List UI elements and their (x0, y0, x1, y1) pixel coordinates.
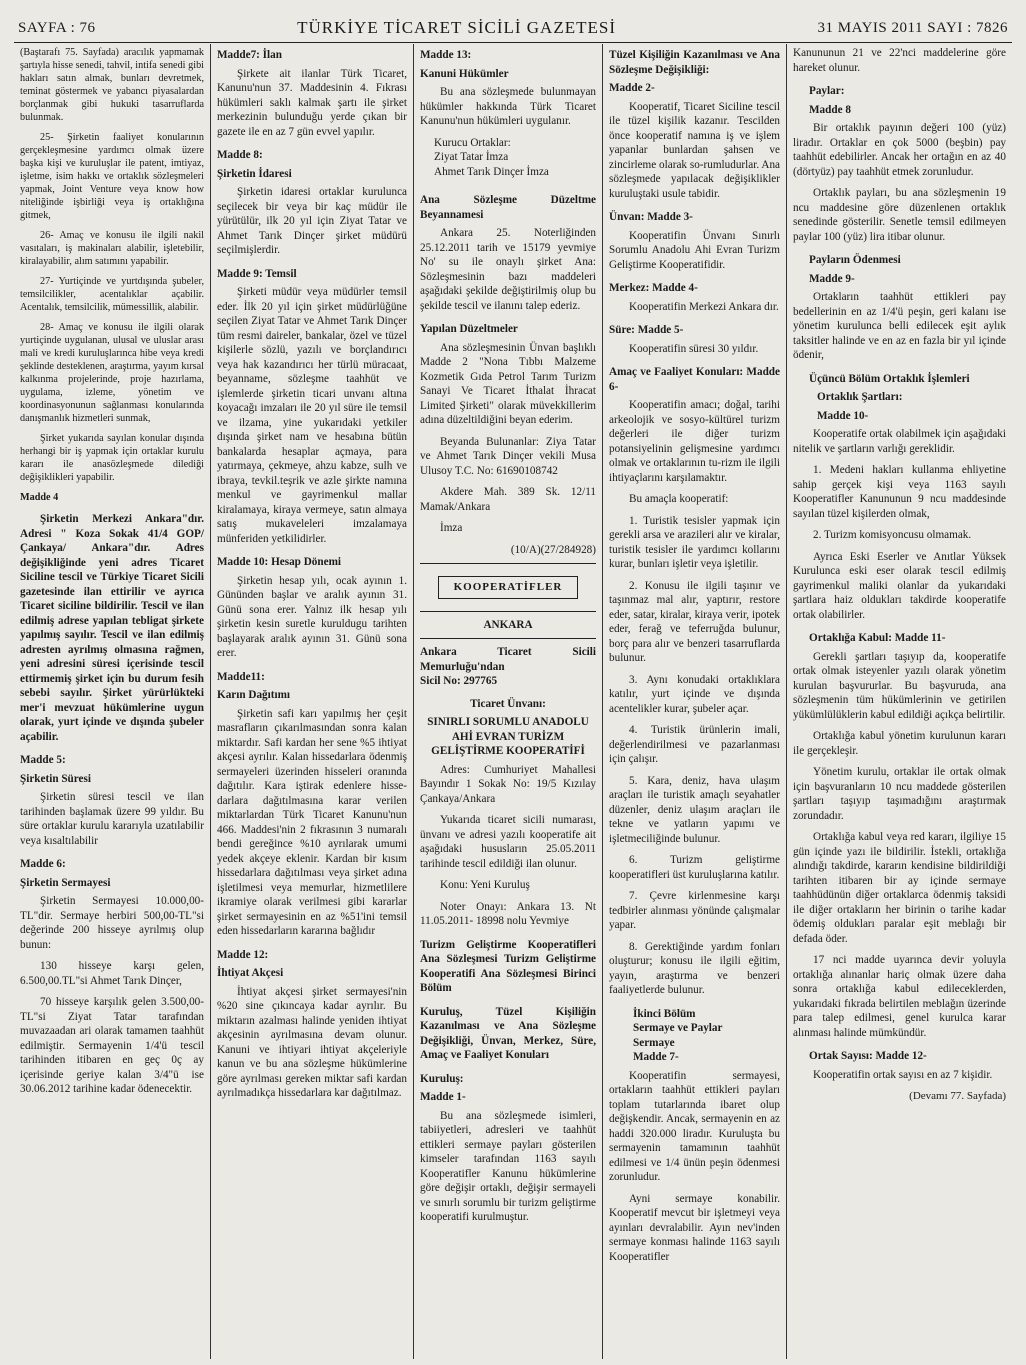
article-subheading: İhtiyat Akçesi (217, 967, 284, 979)
paragraph: Kooperatifin süresi 30 yıldır. (629, 342, 759, 355)
article-heading: Madde11: (217, 670, 265, 683)
article-heading: Tüzel Kişiliğin Kazanılması ve Ana Sözleşme Değişikliği: (609, 49, 780, 76)
article-heading: Paylar: (809, 85, 845, 97)
founders-label: Kurucu Ortaklar: (434, 136, 511, 149)
founder-signature: Ahmet Tarık Dinçer İmza (434, 165, 549, 178)
article-heading: Madde 6: (20, 858, 66, 870)
gazette-title: TÜRKİYE TİCARET SİCİLİ GAZETESİ (297, 18, 616, 37)
paragraph: Şirketi müdür veya müdürler temsil eder. İlk 20 yıl için şirket müdürlüğüne seçilen Ziyat Tatar ve Ahmet Tarık Dinçer tüm resmi daireler, bankalar, özel ve tüzel kişilerle sözlü, yazılı ve borçlandırıcı veya hak kazandırıcı her türlü müracaat, beyanname, sözleşme taahhüt ve işlemlerde şirketin ticari unvanı altına koyacağı imzaları ile 20 yıl süre ile temsil ve ilzama, yine yukarıdaki yetkiler dışında şirket nam ve hesabına bütün bankalarda hesaplar açmaya, para yatırmaya, çekmeye, ahzu kabze, sulh ve ibraya, tevkil.teşrik ve azle şirkte namına menkul ve gayrimenkul mallar kiralamaya, kiraya vermeye, satın almaya satış mukaveleleri imzalamaya münferiden yetkilidirler. (217, 286, 407, 545)
paragraph: Ayni sermaye konabilir. Kooperatif mevcut bir işletmeyi veya ayınları devralabilir. Ayın nev'inden sermaye konması halinde 1163 sayılı Kooperatifler (609, 1192, 780, 1263)
section-heading: Yapılan Düzeltmeler (420, 323, 518, 335)
masthead (18, 14, 1008, 42)
paragraph: (Baştarafı 75. Sayfada) aracılık yapmamak şartıyla hisse senedi, tahvil, intifa senedi gibi hakları satın almak, bunları devretmek, teminat göstermek ve yabancı piyasalardan borçlanmak gibi hukuki tasarruflarda bulunmak. (20, 47, 204, 123)
paragraph: 17 nci madde uyarınca devir yoluyla ortaklığa alınanlar hariç olmak üzere daha sonra ortaklığa kabul edileceklerden, yukarıdaki fıkrada belirtilen meblağın üzerinde para talep edilmesi, genel kurulca karar alınması halinde mümkündür. (793, 954, 1006, 1039)
article-heading: Payların Ödenmesi (809, 254, 901, 266)
paragraph: Adres: Cumhuriyet Mahallesi Bayındır 1 Sokak No: 19/5 Kızılay Çankaya/Ankara (420, 763, 596, 805)
paragraph: 70 hisseye karşılık gelen 3.500,00-TL"si Ziyat Tatar tarafından muvazaadan ari olarak tamamen taahhüt edilmiştir. Sermayenin 1/4'ü tescil tarihinden itibaren en geç 0ç ay içerisinde geriye kalan 3/4"ü ise 30.06.2012 tarihine kadar ödenecektir. (20, 996, 204, 1095)
paragraph: 28- Amaç ve konusu ile ilgili olarak yurtiçinde uygulanan, ulusal ve uluslar arası mali ve kredi kuruluşlarınca hibe veya kredi şeklinde desteklenen, araştırma, yayım kırsal kalkınma projelerinde, proje hazırlama, uygulama, izleme, yönetim ve koordinasyonunun sağlanması konularında danışmanlık hizmetleri sunmak, (20, 322, 204, 424)
paragraph: Noter Onayı: Ankara 13. Nt 11.05.2011- 18998 nolu Yevmiye (420, 900, 596, 927)
paragraph: 26- Amaç ve konusu ile ilgili nakil vasıtaları, iş makinaları alabilir, işletebilir, kiralayabilir, alım satımını yapabilir. (20, 230, 204, 267)
article-heading: Madde 12: (217, 948, 269, 961)
article-heading: Ortak Sayısı: Madde 12- (809, 1050, 927, 1062)
founders-list (420, 136, 596, 180)
divider (420, 611, 596, 612)
article-heading: Madde 10: Hesap Dönemi (217, 556, 341, 568)
chapter-subheading: Sermaye (633, 1036, 675, 1049)
paragraph: Gerekli şartları taşıyıp da, kooperatife ortak olmak isteyenler yazılı olarak yönetim kurulan başvururlar. Bu başvuruda, ana sözleşmenin tüm hükümlerinin ve getirilen yükümlülüklerin kabul edildiği açıkça belirtilir. (793, 650, 1006, 721)
article-heading: Madde 7- (633, 1051, 679, 1063)
column-5 (787, 46, 1012, 1357)
city-heading: ANKARA (483, 618, 533, 631)
paragraph: Ortaklığa kabul veya red kararı, ilgiliye 15 gün içinde yazı ile bildirilir. İstekli, ortaklığa alındığı takdirde, kararın kendisine bildirildiği tarihten itibaren bir ay içinde sermaye taahhüdünün diğer ortaklarca ödenmiş taksidi ile diğer ortakların her birinin o tarihe kadar ödemiş oldukları paralar eşit meblağı bir defada öder. (793, 831, 1006, 945)
paragraph: Akdere Mah. 389 Sk. 12/11 Mamak/Ankara (420, 486, 596, 513)
article-heading: Madde 8: (217, 149, 263, 161)
list-item: 8. Gerektiğinde yardım fonları oluşturur; konusu ile ilgili eğitim, yayın, araştırma ve benzeri faaliyetlerde bulunur. (609, 940, 780, 996)
list-item: 1. Turistik tesisler yapmak için gerekli arsa ve arazileri alır ve kiralar, turistik tesisler ile yardımcı kollarını kurar, bunları işletir veya işletilir. (609, 514, 780, 570)
article-subheading: Madde 1- (420, 1091, 466, 1103)
article-subheading: Şirketin İdaresi (217, 167, 292, 180)
article-heading: Ortaklık Şartları: (817, 391, 903, 403)
paragraph: Kooperatifin ortak sayısı en az 7 kişidir. (813, 1068, 993, 1081)
article-subheading: Madde 8 (809, 103, 851, 116)
paragraph: Kooperatif, Ticaret Siciline tescil ile tüzel kişilik kazanır. Tescilden önce kooperatif namına iş ve işlem yapanlar bunlardan şahsen ve zincirleme olarak so-rumludurlar. Ana sözleşmede yapılacak değişiklikler kuruluştaki usule tabidir. (609, 100, 780, 200)
article-heading: Amaç ve Faaliyet Konuları: Madde 6- (609, 366, 780, 393)
article-subheading: Şirketin Süresi (20, 772, 91, 785)
divider (420, 563, 596, 564)
reference-number: (10/A)(27/284928) (510, 543, 596, 556)
paragraph: Şirketin idaresi ortaklar kurulunca seçilecek bir veya bir kaç müdür ile yürütülür, ilk 20 yıl için Ziyat Tatar ve Ahmet Tarık Dinçer şirket müdürü seçilmişlerdir. (217, 186, 407, 256)
list-item: 3. Aynı konudaki ortaklıklara katılır, yurt içinde ve dışında acentelikler kurar, şubeler açar. (609, 673, 780, 715)
article-heading: Madde7: İlan (217, 49, 282, 61)
article-heading: Madde 9: Temsil (217, 267, 297, 280)
paragraph: Bu ana sözleşmede bulunmayan hükümler hakkında Türk Ticaret Kanunu'nun hükümleri uygulanır. (420, 86, 596, 127)
page-number: SAYFA : 76 (18, 19, 96, 36)
paragraph: Yönetim kurulu, ortaklar ile ortak olmak için başvuranların 10 ncu maddede gösterilen şartları taşıyıp taşımadığını araştırmak zorundadır. (793, 766, 1006, 822)
article-heading: Ünvan: Madde 3- (609, 211, 693, 223)
chapter-heading: İkinci Bölüm (633, 1007, 696, 1020)
registry-office: Ankara Ticaret Sicili Memurluğu'ndan (420, 646, 596, 673)
list-item: 2. Konusu ile ilgili taşınır ve taşınmaz mal alır, yaptırır, restore eder, satar, kiralar, kiraya verir, ipotek eder, ferağ ve teferruğda bulunur, borç para alır ve benzeri tasarruflarda bulunur. (609, 579, 780, 664)
paragraph: Bu ana sözleşmede isimleri, tabiiyetleri, adresleri ve taahhüt ettikleri sermaye payları gösterilen kimseler tarafından 1163 sayılı Kooperatifler Kanunu hükümlerine göre değişir ortaklı, değişir sermayeli ve sınırlı sorumlu bir turizm geliştirme kooperatifi kurulmuştur. (420, 1109, 596, 1223)
paragraph: Ayrıca Eski Eserler ve Anıtlar Yüksek Kurulunca eski eser olarak tescil edilmiş gayrimenkul maliki olanlar da yukarıdaki şartlara haiz oldukları takdirde kooperatife ortak olabilirler. (793, 550, 1006, 621)
paragraph: Kooperatifin amacı; doğal, tarihi arkeolojik ve sosyo-kültürel turizm değerleri ile diğer turizm potansiyelinin gelişmesine yardımcı olmak ve ortaklarının tu-rizm ile ilgili ihtiyaçlarını karşılamaktır. (609, 399, 780, 484)
article-subheading: Madde 9- (809, 272, 855, 285)
paragraph: Ankara 25. Noterliğinden 25.12.2011 tarih ve 15179 yevmiye No' su ile onaylı şirket Ana: Sözleşmesinin bazı maddeleri aşağıdaki şekilde değiştirilmiş olup bu şekilde tescil ve ilanını talep ederiz. (420, 227, 596, 312)
chapter-subheading: Sermaye ve Paylar (633, 1022, 723, 1034)
paragraph: Ana sözleşmesinin Ünvan başlıklı Madde 2 "Nona Tıbbı Malzeme Kozmetik Gıda Petrol Tarım Turizm Sanayi Ve Ticaret İthalat İhracat Limited Şirketi" olarak müvekkillerim adına düzeltildiğini beyan ederim. (420, 341, 596, 426)
list-item: 5. Kara, deniz, hava ulaşım araçları ile turistik amaçlı seyahatler düzenler, deniz ulaşım araçları ile tekne ve yatların yapımı ve işletmeciliğinde bulunur. (609, 774, 780, 845)
list-item: 6. Turizm geliştirme kooperatifleri üst kuruluşlarına katılır. (609, 854, 780, 881)
article-heading: Süre: Madde 5- (609, 324, 684, 336)
section-heading: Ana Sözleşme Düzeltme Beyannamesi (420, 194, 596, 221)
registry-number: Sicil No: 297765 (420, 675, 498, 687)
article-subheading: Karın Dağıtımı (217, 689, 291, 701)
paragraph: Kooperatifin sermayesi, ortakların taahhüt ettikleri payları toplam tutarlarında ibaret olup değişkendir. Ancak, sermayenin en az haddi 320.000 liradır. Kuruluşta bu sermayenin tamamının taahhüt edilmesi ve 1/4 ünün peşin ödenmesi zorunludur. (609, 1069, 780, 1183)
paragraph: Şirketin Sermayesi 10.000,00-TL"dir. Sermaye herbiri 500,00-TL"si değerinde 200 hisseye ayrılmış olup bunun: (20, 895, 204, 951)
article-heading: Ortaklığa Kabul: Madde 11- (809, 632, 946, 644)
article-heading: Merkez: Madde 4- (609, 282, 698, 294)
paragraph: Şirket yukarıda sayılan konular dışında herhangi bir iş yapmak için ortaklar kurulu kararı ile anasözleşmede dilediği değişiklikleri yapabilir. (20, 433, 204, 483)
paragraph: 25- Şirketin faaliyet konularının gerçekleşmesine yardımcı olmak üzere başka kişi ve kuruluşlar ile patent, imtiyaz, işletme, isim hakkı ve ortaklık sözleşmeleri yapmak, Joint Venture veya know how niteliğinde işbirliği veya iş ortaklığına gitmek, (20, 132, 204, 221)
paragraph: Şirkete ait ilanlar Türk Ticaret, Kanunu'nun 37. Maddesinin 4. Fıkrası hükümleri saklı kalmak şartı ile şirket merkezinin bulunduğu yerde çıkan bir gazete ile en az 7 gün evvel yapılır. (217, 67, 407, 138)
column-1 (14, 46, 210, 1357)
paragraph: Kooperatife ortak olabilmek için aşağıdaki nitelik ve şartların varlığı gereklidir. (793, 428, 1006, 455)
paragraph: Kooperatifin Merkezi Ankara dır. (629, 300, 779, 313)
list-item: 1. Medeni hakları kullanma ehliyetine sahip gerçek kişi veya 1163 sayılı Kooperatifler Kanununun 9 ncu maddesinde sayılan tüzel kişilerden olmak, (793, 464, 1006, 520)
paragraph: İhtiyat akçesi şirket sermayesi'nin %20 sine çıkıncaya kadar ayrılır. Bu miktarın azalması halinde yeniden ihtiyat akçesinin ayrılmasına devam olunur. Kanuni ve ihtiyari ihtiyat akçeleriyle kanun ve bu ana sözleşme hükümlerine göre ayrılması gereken miktar safi kardan ayrılmadıkça hissedarlara kar dağıtılmaz. (217, 985, 407, 1099)
paragraph: Ortaklık payları, bu ana sözleşmenin 19 ncu maddesine göre düzenlenen ortaklık senedinde gösterilir. Senetle temsil edilmeyen paylar 100 (yüz) lira itibar olunur. (793, 187, 1006, 243)
list-item: 2. Turizm komisyoncusu olmamak. (813, 529, 972, 541)
article-heading: Kuruluş: (420, 1072, 464, 1085)
article-subheading: Şirketin Sermayesi (20, 876, 111, 889)
paragraph: Kanununun 21 ve 22'nci maddelerine göre hareket olunur. (793, 47, 1006, 74)
article-heading: Madde 13: (420, 49, 472, 61)
paragraph: Şirketin hesap yılı, ocak ayının 1. Gününden başlar ve aralık ayının 31. Günü sona erer. Yalnız ilk hesap yılı şirketin kesin suretle kuruldugu tarihten başlayarak aralık ayının 31. Günü sona erer. (217, 574, 407, 659)
chapter-heading: Üçüncü Bölüm Ortaklık İşlemleri (809, 372, 970, 385)
paragraph: Bir ortaklık payının değeri 100 (yüz) liradır. Ortaklar en çok 5000 (beşbin) pay taahhüt edebilirler. Ancak her ortağın en az 40 (dörtyüz) pay taahhüt etmek zorunludur. (793, 122, 1006, 178)
paragraph: Kooperatifin Ünvanı Sınırlı Sorumlu Anadolu Ahi Evran Turizm Geliştirme Kooperatifidir. (609, 229, 780, 271)
article-subheading: Madde 2- (609, 82, 655, 94)
trade-name: SINIRLI SORUMLU ANADOLU AHİ EVRAN TURİZM GELİŞTİRME KOOPERATİFİ (427, 716, 589, 757)
paragraph: Ortaklığa kabul yönetim kurulunun kararı ile gerçekleşir. (793, 730, 1006, 757)
signature: İmza (440, 522, 463, 534)
article-subheading: Madde 10- (817, 409, 869, 422)
column-2 (211, 46, 413, 1357)
paragraph: Yukarıda ticaret sicili numarası, ünvanı ve adresi yazılı kooperatife ait aşağıdaki hususların 25.05.2011 tarihinde tescil edildiği ilan olunur. (420, 814, 596, 870)
founder-signature: Ziyat Tatar İmza (434, 151, 509, 163)
paragraph: Beyanda Bulunanlar: Ziya Tatar ve Ahmet Tarık Dinçer vekili Musa Ulusoy T.C. No: 61690108742 (420, 435, 596, 477)
paragraph: Şirketin Merkezi Ankara"dır. Adresi " Koza Sokak 41/4 GOP/ Çankaya/ Ankara"dır. Adres değişikliğinde yeni adres Ticaret Siciline tescil ve Türkiye Ticaret Sicili gazetesinde ilan ettirilir ve ayrıca Ticaret siciline bildirilir. Tescil ve ilan edilmiş adrese yapılan tebligat şirkete yapılmış sayılır. Tescil ve ilan edilmiş adresten ayrılmış olmasına rağmen, yeni adresini süresi içerisinde tescil ettirmemiş şirket için bu durum fesih sebebi sayılır. Şirket yürürlükteki mer'i mevzuat hükümlerine uygun olarak, yurt içinde ve dışında şubeler açabilir. (20, 513, 204, 743)
paragraph: Bu amaçla kooperatif: (629, 493, 729, 505)
paragraph: 27- Yurtiçinde ve yurtdışında şubeler, temsilcilikler, acentalıklar açabilir. Acentalık, temsilcilik, mümessillik, alabilir. (20, 276, 204, 313)
cut-heading: Madde 4 (20, 492, 59, 503)
trade-name-label: Ticaret Ünvanı: (470, 697, 546, 710)
section-banner: KOOPERATİFLER (438, 576, 578, 599)
column-4 (603, 46, 786, 1357)
section-heading: Kuruluş, Tüzel Kişiliğin Kazanılması ve Ana Sözleşme Değişikliği, Ünvan, Merkez, Süre, Amaç ve Faaliyet Konuları (420, 1005, 596, 1061)
column-3 (414, 46, 602, 1357)
paragraph: Konu: Yeni Kuruluş (440, 879, 530, 891)
paragraph: Ortakların taahhüt ettikleri pay bedellerinin en az 1/4'ü peşin, geri kalanı ise yönetim kurulunca belli edilecek eşit aylık taksitler halinde ve en az en fazla bir yıl içinde ödenir, (793, 291, 1006, 361)
paragraph: Şirketin safi karı yapılmış her çeşit masrafların çıkarılmasından sonra kalan miktardır. Safi kardan her sene %5 ihtiyat akçesi ayrılır. Kalan hissedarlara ödenmiş sermayeleri üzerinden hisseleri oranında dağıtılır. Kara iştirak edenlere hisse-darlara dağıtılmasına karar verilen miktarlardan Türk Ticaret Kanunu'nun 466. Maddesi'nin 2 fıkrasının 3 numaralı bendi gereğince %10 ayrılarak umumi yedek akçeye eklenir. Kardan bir kısım hissedarlara dağıtılması veya şirket adına işletilmesi veya memurlar, hizmetlilere ikramiye olarak verilmesi gibi kararlar şirket sermayesinin en az %51'ini temsil eden hissedarların kararına bağlıdır (217, 707, 407, 937)
paragraph: 130 hisseye karşı gelen, 6.500,00.TL"si Ahmet Tarık Dinçer, (20, 960, 204, 987)
header-rule (14, 42, 1012, 43)
article-subheading: Kanuni Hükümler (420, 67, 509, 80)
list-item: 4. Turistik ürünlerin imali, değerlendirilmesi ve pazarlanması için çalışır. (609, 724, 780, 765)
continued-note: (Devamı 77. Sayfada) (909, 1090, 1006, 1102)
article-heading: Madde 5: (20, 754, 66, 766)
divider (420, 638, 596, 639)
issue-date: 31 MAYIS 2011 SAYI : 7826 (817, 19, 1008, 36)
paragraph: Şirketin süresi tescil ve ilan tarihinden başlamak üzere 99 yıldır. Bu süre ortaklar kurulu kararıyla uzatılabilir veya kısaltılabilir (20, 791, 204, 847)
section-heading: Turizm Geliştirme Kooperatifleri Ana Sözleşmesi Turizm Geliştirme Kooperatifi Ana Sözleşmesi Birinci Bölüm (420, 938, 596, 994)
list-item: 7. Çevre kirlenmesine karşı tedbirler alınması yönünde çalışmalar yapar. (609, 890, 780, 931)
